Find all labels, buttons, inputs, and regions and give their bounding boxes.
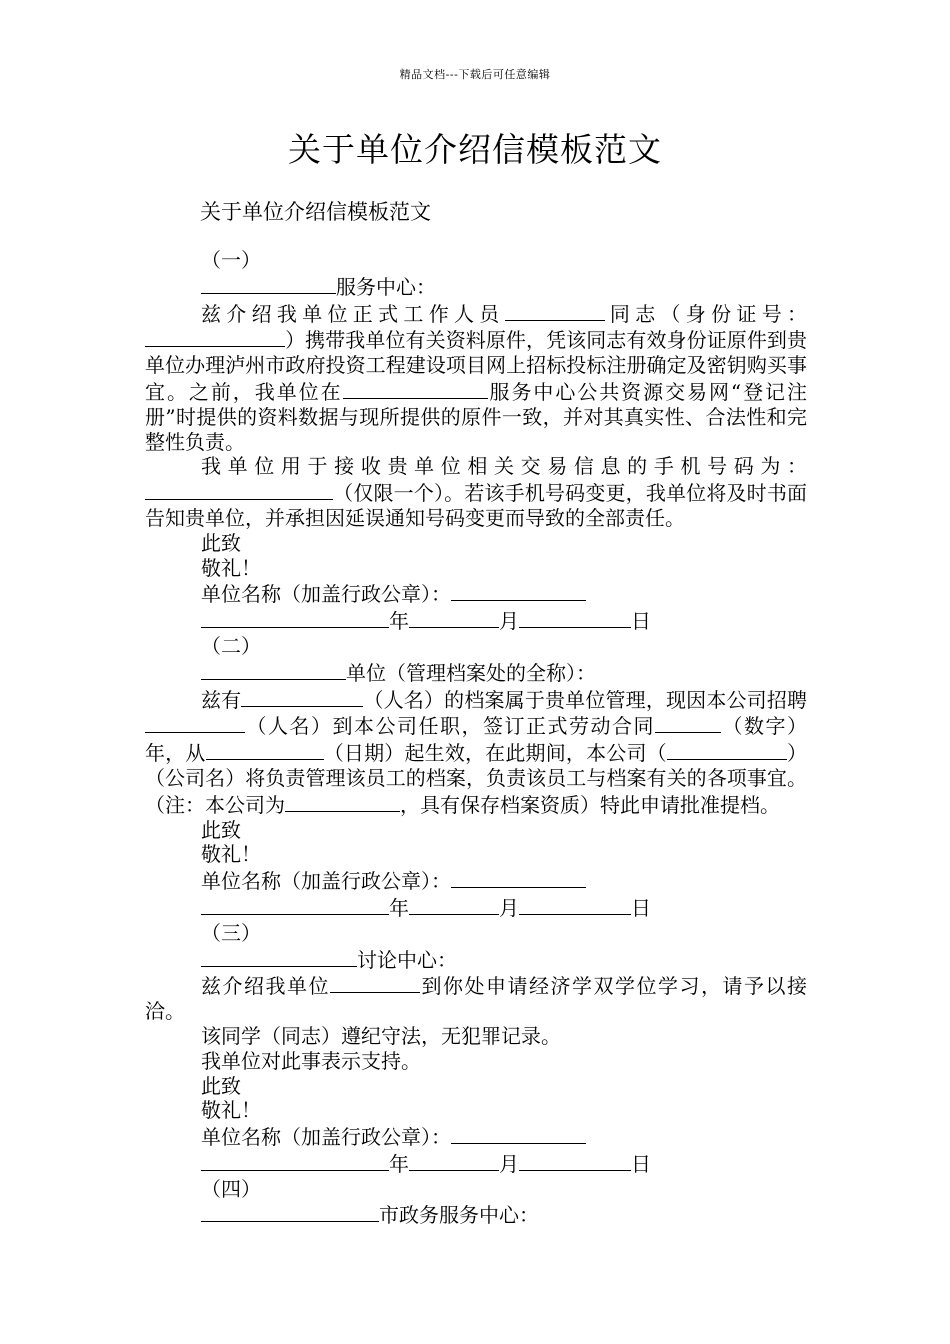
blank-field <box>519 1150 631 1171</box>
blank-field <box>451 580 586 601</box>
blank-field <box>409 1150 499 1171</box>
blank-field <box>451 1123 586 1144</box>
section-2-addressee-line: 单位（管理档案处的全称）： <box>145 659 807 686</box>
closing-jing-li: 敬礼！ <box>201 842 261 867</box>
blank-field <box>145 712 245 733</box>
section-1-mark: （一） <box>201 248 261 272</box>
blank-field <box>201 946 357 967</box>
unit-name-line: 单位名称（加盖行政公章）： <box>145 1123 807 1150</box>
section-3-paragraph: 兹介绍我单位 到你处申请经济学双学位学习，请予以接洽。 <box>145 974 807 1024</box>
blank-field <box>201 273 336 294</box>
document-title: 关于单位介绍信模板范文 <box>288 130 662 169</box>
section-3-mark: （三） <box>201 920 261 945</box>
document-subtitle: 关于单位介绍信模板范文 <box>200 200 431 224</box>
closing-ci-zhi: 此致 <box>201 1073 241 1098</box>
section-2-paragraph: 兹有 （人名）的档案属于贵单位管理，现因本公司招聘（人名）到本公司任职，签订正式劳动合同 （数字）年，从 （日期）起生效，在此期间，本公司（ ）（公司名）将负责管理该员工的档案，负责该员工与档案有关的各项事宜。（注：本公司为 ，具有保存档案资质）特此申请批准提档。 <box>145 687 808 817</box>
blank-field <box>285 791 400 812</box>
blank-field <box>201 1201 379 1222</box>
blank-field <box>519 894 631 915</box>
unit-name-line: 单位名称（加盖行政公章）： <box>145 580 807 607</box>
section-1-paragraph-2: 我单位用于接收贵单位相关交易信息的手机号码为：（仅限一个）。若该手机号码变更，我单位将及时书面告知贵单位，并承担因延误通知号码变更而导致的全部责任。 <box>145 454 807 530</box>
blank-field <box>145 479 333 500</box>
section-3-addressee-line: 讨论中心： <box>145 946 807 973</box>
section-4-addressee-line: 市政务服务中心： <box>145 1201 807 1228</box>
blank-field <box>145 326 285 347</box>
blank-field <box>206 739 324 760</box>
blank-field <box>505 300 605 321</box>
blank-field <box>655 712 721 733</box>
closing-jing-li: 敬礼！ <box>201 1098 261 1123</box>
blank-field <box>201 659 346 680</box>
closing-ci-zhi: 此致 <box>201 817 241 842</box>
blank-field <box>409 607 499 628</box>
section-3-line-2: 该同学（同志）遵纪守法，无犯罪记录。 <box>201 1023 561 1048</box>
date-line: 年 月 日 <box>145 1150 807 1177</box>
blank-field <box>330 972 420 993</box>
date-line: 年 月 日 <box>145 607 807 634</box>
blank-field <box>201 1150 389 1171</box>
blank-field <box>201 607 389 628</box>
blank-field <box>409 894 499 915</box>
section-2-mark: （二） <box>201 633 261 658</box>
section-3-line-3: 我单位对此事表示支持。 <box>201 1048 421 1073</box>
document-body <box>145 248 807 1228</box>
blank-field <box>451 867 586 888</box>
section-4-mark: （四） <box>201 1176 261 1201</box>
closing-ci-zhi: 此致 <box>201 530 241 555</box>
unit-name-line: 单位名称（加盖行政公章）： <box>145 867 807 894</box>
closing-jing-li: 敬礼！ <box>201 555 261 580</box>
section-1-addressee-line <box>145 273 807 300</box>
blank-field <box>241 686 363 707</box>
date-line: 年 月 日 <box>145 894 807 921</box>
page-header: 精品文档---下载后可任意编辑 <box>399 68 551 81</box>
section-1-paragraph-1: 兹介绍我单位正式工作人员 同志（身份证号：）携带我单位有关资料原件，凭该同志有效身份证原件到贵单位办理泸州市政府投资工程建设项目网上招标投标注册确定及密钥购买事宜。之前，我单位在 服务中心公共资源交易网“登记注册”时提供的资料数据与现所提供的原件一致，并对其真实性、合法性和完整性负责。 <box>145 301 808 454</box>
blank-field <box>343 378 488 399</box>
blank-field <box>519 607 631 628</box>
blank-field <box>201 894 389 915</box>
blank-field <box>667 739 787 760</box>
addressee: 服务中心： <box>336 274 436 299</box>
